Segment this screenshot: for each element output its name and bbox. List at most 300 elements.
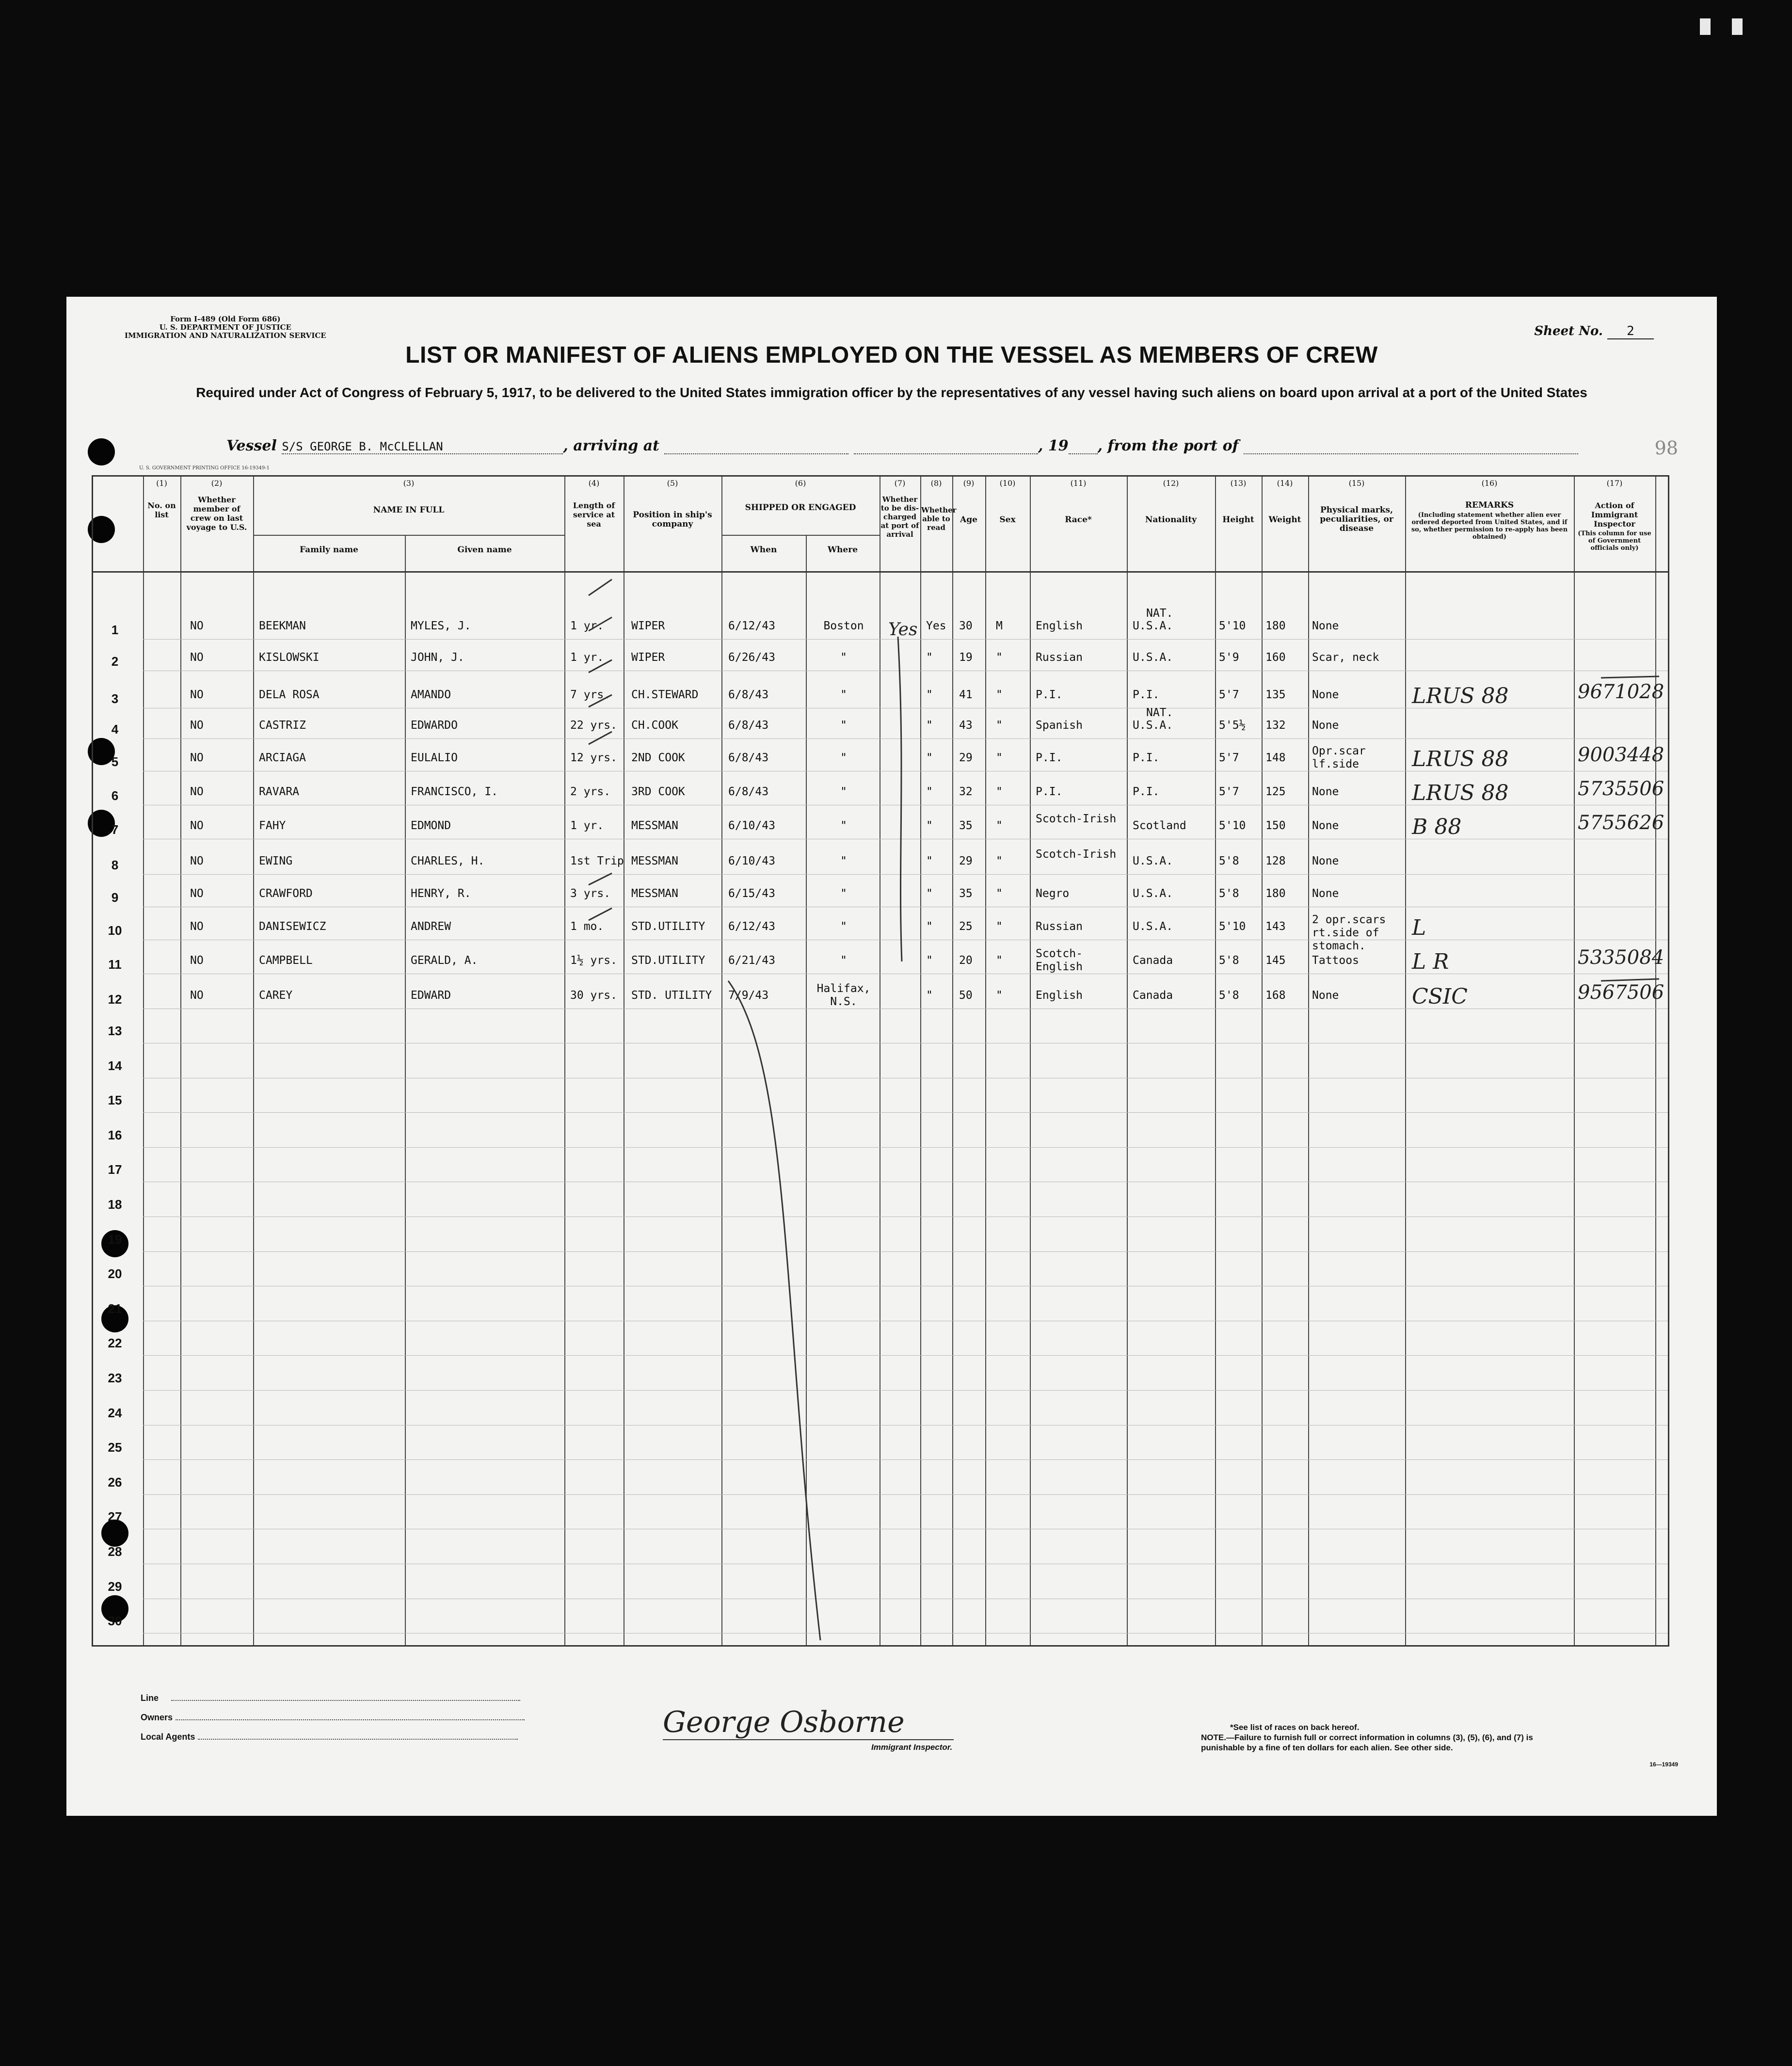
cell-sex: " (996, 819, 1003, 832)
cell-sex: " (996, 719, 1003, 732)
row-number: 1 (111, 623, 119, 637)
cell-read: " (926, 954, 933, 967)
col-header-weight: Weight (1268, 515, 1301, 525)
cell-read: " (926, 651, 933, 664)
cell-age: 30 (959, 620, 973, 632)
cell-race: Russian (1036, 920, 1083, 933)
cell-when: 6/8/43 (728, 719, 769, 732)
cell-sex: " (996, 855, 1003, 867)
cell-height: 5'9 (1219, 651, 1239, 664)
col-num: (16) (1481, 479, 1498, 488)
row-number: 15 (108, 1093, 122, 1108)
cell-height: 5'10 (1219, 920, 1246, 933)
cell-where: " (840, 855, 847, 867)
cell-given: JOHN, J. (411, 651, 464, 664)
row-number: 22 (108, 1336, 122, 1351)
agents-field: Local Agents (141, 1732, 518, 1742)
row-number: 26 (108, 1474, 122, 1489)
cell-service: 1½ yrs. (570, 954, 617, 967)
col-header-read: Whether able to read (921, 506, 957, 532)
cell-position: 3RD COOK (631, 785, 685, 798)
inspector-label: Immigrant Inspector. (871, 1743, 953, 1752)
sheet-number: Sheet No. 2 (1534, 324, 1654, 339)
cell-crew: NO (190, 954, 204, 967)
cell-race: P.I. (1036, 689, 1063, 701)
col-header-shipped: SHIPPED OR ENGAGED (745, 503, 856, 512)
cell-nationality: Scotland (1133, 819, 1186, 832)
cell-service: 12 yrs. (570, 752, 617, 764)
nationality-nat-mark: NAT. (1146, 706, 1173, 719)
inspector-signature: George Osborne (663, 1705, 905, 1739)
row-number: 7 (111, 822, 119, 837)
col-num: (4) (588, 479, 600, 488)
cell-sex: " (996, 651, 1003, 664)
col-header-where: Where (827, 545, 858, 555)
cell-sex: " (996, 785, 1003, 798)
cell-race: English (1036, 989, 1083, 1002)
cell-nationality: U.S.A. (1133, 855, 1173, 867)
cell-read: " (926, 719, 933, 732)
col-header-age: Age (960, 515, 977, 525)
vessel-field: S/S GEORGE B. McCLELLAN (282, 440, 563, 454)
action-handwritten: 9567506 (1578, 981, 1664, 1004)
cell-when: 6/10/43 (728, 819, 775, 832)
cell-family: RAVARA (259, 785, 300, 798)
col-num: (11) (1070, 479, 1087, 488)
cell-age: 19 (959, 651, 973, 664)
cell-where: " (840, 719, 847, 732)
strike-line (1601, 676, 1659, 678)
row-number: 14 (108, 1058, 122, 1073)
row-number: 13 (108, 1024, 122, 1038)
cell-marks: None (1312, 887, 1339, 900)
remark-handwritten: L R (1412, 949, 1449, 974)
row-number: 4 (111, 722, 119, 737)
ditto-stroke (728, 981, 820, 1640)
cell-service: 22 yrs. (570, 719, 617, 732)
owners-field: Owners (141, 1713, 525, 1723)
row-number: 18 (108, 1197, 122, 1212)
from-port-field (1244, 453, 1578, 454)
year-field (1069, 453, 1098, 454)
remark-handwritten: LRUS 88 (1412, 747, 1509, 771)
col-num: (7) (894, 479, 906, 488)
cell-given: MYLES, J. (411, 620, 471, 632)
cell-when: 6/8/43 (728, 689, 769, 701)
cell-race: Scotch-Irish (1036, 813, 1117, 825)
cell-sex: " (996, 954, 1003, 967)
cell-sex: M (996, 620, 1003, 632)
cell-nationality: P.I. (1133, 752, 1160, 764)
cell-sex: " (996, 989, 1003, 1002)
cell-marks: None (1312, 819, 1339, 832)
cell-where: " (840, 651, 847, 664)
cell-where: " (840, 752, 847, 764)
crew-table (92, 475, 1669, 1647)
col-header-discharge: Whether to be dis-charged at port of arrival (880, 495, 919, 539)
cell-marks: None (1312, 719, 1339, 732)
row-number: 30 (108, 1614, 122, 1629)
discharge-handwritten: Yes (888, 620, 918, 640)
cell-position: STD. UTILITY (631, 989, 712, 1002)
cell-nationality: U.S.A. (1133, 887, 1173, 900)
cell-read: " (926, 785, 933, 798)
action-handwritten: 5735506 (1578, 778, 1664, 800)
cell-height: 5'10 (1219, 819, 1246, 832)
cell-sex: " (996, 887, 1003, 900)
cell-crew: NO (190, 887, 204, 900)
row-number: 5 (111, 754, 119, 769)
col-header-name: NAME IN FULL (373, 505, 445, 515)
cell-given: AMANDO (411, 689, 451, 701)
nationality-nat-mark: NAT. (1146, 607, 1173, 620)
cell-nationality: U.S.A. (1133, 620, 1173, 632)
row-number: 25 (108, 1440, 122, 1455)
col-num: (1) (156, 479, 167, 488)
cell-age: 43 (959, 719, 973, 732)
cell-service: 1st Trip (570, 855, 624, 867)
cell-weight: 132 (1265, 719, 1286, 732)
col-num: (6) (795, 479, 806, 488)
cell-read: " (926, 920, 933, 933)
cell-weight: 148 (1265, 752, 1286, 764)
cell-age: 29 (959, 855, 973, 867)
row-number: 27 (108, 1509, 122, 1524)
cell-weight: 128 (1265, 855, 1286, 867)
cell-read: " (926, 989, 933, 1002)
cell-crew: NO (190, 620, 204, 632)
cell-given: EDWARD (411, 989, 451, 1002)
cell-marks: Tattoos (1312, 954, 1359, 967)
cell-race: P.I. (1036, 785, 1063, 798)
row-number: 17 (108, 1162, 122, 1177)
cell-crew: NO (190, 752, 204, 764)
col-num: (17) (1606, 479, 1623, 488)
col-header-nationality: Nationality (1145, 515, 1197, 525)
cell-height: 5'5½ (1219, 719, 1246, 732)
cell-race: Scotch-English (1036, 947, 1083, 973)
col-header-marks: Physical marks, peculiarities, or disease (1320, 505, 1393, 533)
check-mark (589, 660, 612, 673)
col-header-remarks-note: (Including statement whether alien ever ordered deported from United States, and if so, whether permission to re-apply has been obtained) (1411, 512, 1568, 541)
cell-weight: 180 (1265, 620, 1286, 632)
check-mark (589, 579, 612, 595)
cell-read: " (926, 819, 933, 832)
cell-height: 5'8 (1219, 989, 1239, 1002)
handwritten-strokes (93, 477, 1668, 1645)
row-number: 9 (111, 890, 119, 905)
cell-age: 41 (959, 689, 973, 701)
strike-line (1601, 979, 1659, 981)
cell-crew: NO (190, 785, 204, 798)
cell-service: 1 yr. (570, 651, 604, 664)
cell-where: " (840, 819, 847, 832)
cell-marks: Opr.scar lf.side (1312, 745, 1366, 770)
cell-marks: 2 opr.scars rt.side of stomach. (1312, 913, 1386, 952)
cell-family: ARCIAGA (259, 752, 306, 764)
cell-crew: NO (190, 920, 204, 933)
cell-race: Russian (1036, 651, 1083, 664)
cell-position: WIPER (631, 620, 665, 632)
cell-marks: None (1312, 855, 1339, 867)
col-header-family: Family name (299, 545, 359, 555)
remark-handwritten: B 88 (1412, 815, 1462, 839)
cell-given: FRANCISCO, I. (411, 785, 498, 798)
cell-sex: " (996, 689, 1003, 701)
cell-family: DELA ROSA (259, 689, 320, 701)
cell-family: CASTRIZ (259, 719, 306, 732)
cell-when: 6/21/43 (728, 954, 775, 967)
col-header-given: Given name (457, 545, 512, 555)
cell-when: 6/12/43 (728, 920, 775, 933)
cell-family: CAMPBELL (259, 954, 313, 967)
row-number: 28 (108, 1544, 122, 1559)
cell-read: " (926, 855, 933, 867)
cell-family: DANISEWICZ (259, 920, 326, 933)
col-header-sex: Sex (999, 515, 1016, 525)
cell-when: 6/8/43 (728, 785, 769, 798)
remark-handwritten: L (1412, 915, 1426, 940)
row-number: 23 (108, 1371, 122, 1385)
cell-nationality: U.S.A. (1133, 651, 1173, 664)
cell-marks: None (1312, 620, 1339, 632)
cell-given: EDWARDO (411, 719, 458, 732)
cell-family: FAHY (259, 819, 286, 832)
cell-service: 1 mo. (570, 920, 604, 933)
col-num: (13) (1230, 479, 1247, 488)
cell-nationality: U.S.A. (1133, 920, 1173, 933)
cell-crew: NO (190, 651, 204, 664)
action-handwritten: 5755626 (1578, 812, 1664, 834)
cell-nationality: U.S.A. (1133, 719, 1173, 732)
cell-weight: 180 (1265, 887, 1286, 900)
cell-race: P.I. (1036, 752, 1063, 764)
row-number: 29 (108, 1579, 122, 1594)
cell-position: STD.UTILITY (631, 954, 705, 967)
cell-nationality: P.I. (1133, 689, 1160, 701)
form-identifier: Form I-489 (Old Form 686) U. S. DEPARTMENT OF JUSTICE IMMIGRATION AND NATURALIZATION SERVICE (125, 315, 326, 340)
cell-when: 6/26/43 (728, 651, 775, 664)
cell-given: ANDREW (411, 920, 451, 933)
cell-age: 25 (959, 920, 973, 933)
cell-height: 5'7 (1219, 785, 1239, 798)
row-number: 10 (108, 923, 122, 938)
cell-race: Scotch-Irish (1036, 848, 1117, 861)
cell-position: WIPER (631, 651, 665, 664)
film-edge-tab (1700, 18, 1711, 35)
cell-nationality: Canada (1133, 989, 1173, 1002)
col-num: (12) (1163, 479, 1179, 488)
col-num: (3) (403, 479, 415, 488)
row-number: 12 (108, 992, 122, 1007)
cell-when: 6/12/43 (728, 620, 775, 632)
cell-sex: " (996, 752, 1003, 764)
cell-position: MESSMAN (631, 819, 678, 832)
cell-position: MESSMAN (631, 887, 678, 900)
cell-age: 50 (959, 989, 973, 1002)
cell-position: STD.UTILITY (631, 920, 705, 933)
cell-weight: 125 (1265, 785, 1286, 798)
cell-given: HENRY, R. (411, 887, 471, 900)
cell-where: " (840, 785, 847, 798)
action-handwritten: 9671028 (1578, 681, 1664, 703)
cell-nationality: P.I. (1133, 785, 1160, 798)
row-number: 20 (108, 1266, 122, 1281)
cell-where: " (840, 689, 847, 701)
line-field: Line (141, 1693, 520, 1703)
cell-weight: 143 (1265, 920, 1286, 933)
col-num: (9) (963, 479, 975, 488)
col-header-crew: Whether member of crew on last voyage to U.S. (186, 495, 247, 532)
cell-height: 5'7 (1219, 752, 1239, 764)
cell-crew: NO (190, 855, 204, 867)
cell-age: 35 (959, 819, 973, 832)
cell-family: BEEKMAN (259, 620, 306, 632)
cell-race: English (1036, 620, 1083, 632)
row-number: 2 (111, 654, 119, 669)
action-handwritten: 9003448 (1578, 744, 1664, 766)
col-header-action: Action of Immigrant Inspector (1591, 501, 1638, 529)
col-num: (15) (1348, 479, 1365, 488)
cell-where: Halifax, N.S. (816, 982, 871, 1008)
row-number: 3 (111, 691, 119, 706)
footnote: *See list of races on back hereof. NOTE.—Failure to furnish full or correct information in columns (3), (5), (6), and (7) is punishable by a fine of ten dollars for each alien. See other side. (1201, 1723, 1533, 1752)
cell-weight: 135 (1265, 689, 1286, 701)
vessel-line: Vessel S/S GEORGE B. McCLELLAN , arriving at , 19 , from the port of (226, 437, 1576, 457)
cell-age: 35 (959, 887, 973, 900)
cell-height: 5'8 (1219, 887, 1239, 900)
row-number: 21 (108, 1301, 122, 1316)
page-title: LIST OR MANIFEST OF ALIENS EMPLOYED ON THE VESSEL AS MEMBERS OF CREW (405, 342, 1378, 368)
cell-read: " (926, 752, 933, 764)
col-header-service: Length of service at sea (573, 501, 615, 529)
row-number: 11 (108, 957, 122, 972)
check-mark (589, 873, 612, 885)
cell-marks: None (1312, 989, 1339, 1002)
cell-read: Yes (926, 620, 946, 632)
cell-family: EWING (259, 855, 293, 867)
cell-height: 5'7 (1219, 689, 1239, 701)
cell-crew: NO (190, 689, 204, 701)
cell-service: 2 yrs. (570, 785, 611, 798)
cell-weight: 168 (1265, 989, 1286, 1002)
cell-family: KISLOWSKI (259, 651, 320, 664)
cell-weight: 150 (1265, 819, 1286, 832)
row-number: 16 (108, 1127, 122, 1142)
cell-marks: None (1312, 689, 1339, 701)
cell-age: 20 (959, 954, 973, 967)
cell-given: EDMOND (411, 819, 451, 832)
cell-position: CH.COOK (631, 719, 678, 732)
cell-where: " (840, 920, 847, 933)
cell-nationality: Canada (1133, 954, 1173, 967)
remark-handwritten: LRUS 88 (1412, 781, 1509, 805)
check-mark (589, 732, 612, 744)
cell-given: GERALD, A. (411, 954, 478, 967)
film-edge-tab (1732, 18, 1743, 35)
form-code: 16—19349 (1649, 1761, 1678, 1768)
col-num: (8) (930, 479, 942, 488)
cell-service: 1 yr. (570, 819, 604, 832)
col-num: (5) (667, 479, 678, 488)
cell-weight: 145 (1265, 954, 1286, 967)
cell-given: CHARLES, H. (411, 855, 485, 867)
cell-height: 5'10 (1219, 620, 1246, 632)
action-handwritten: 5335084 (1578, 946, 1664, 969)
cell-race: Negro (1036, 887, 1070, 900)
cell-height: 5'8 (1219, 954, 1239, 967)
cell-when: 6/10/43 (728, 855, 775, 867)
cell-age: 32 (959, 785, 973, 798)
cell-weight: 160 (1265, 651, 1286, 664)
col-num: (2) (211, 479, 223, 488)
col-header-no: No. on list (147, 501, 176, 519)
remark-handwritten: CSIC (1412, 984, 1468, 1009)
discharge-ditto-stroke (898, 637, 902, 961)
cell-read: " (926, 689, 933, 701)
col-header-remarks: REMARKS (1465, 500, 1514, 510)
cell-when: 7/9/43 (728, 989, 769, 1002)
cell-where: " (840, 954, 847, 967)
cell-given: EULALIO (411, 752, 458, 764)
col-header-race: Race* (1065, 515, 1092, 525)
col-num: (10) (999, 479, 1016, 488)
cell-marks: None (1312, 785, 1339, 798)
manifest-sheet (66, 297, 1717, 1816)
punch-hole (88, 438, 115, 465)
check-mark (589, 695, 612, 707)
check-mark (589, 617, 612, 631)
row-number: 24 (108, 1405, 122, 1420)
cell-where: " (840, 887, 847, 900)
cell-position: 2ND COOK (631, 752, 685, 764)
cell-when: 6/15/43 (728, 887, 775, 900)
date-field (854, 453, 1038, 454)
col-header-when: When (750, 545, 777, 555)
row-number: 8 (111, 858, 119, 872)
cell-crew: NO (190, 819, 204, 832)
arriving-field (664, 453, 848, 454)
cell-marks: Scar, neck (1312, 651, 1379, 664)
cell-age: 29 (959, 752, 973, 764)
cell-position: CH.STEWARD (631, 689, 699, 701)
check-mark (589, 908, 612, 920)
page-subtitle: Required under Act of Congress of February 5, 1917, to be delivered to the United States immigration officer by the representatives of any vessel having such aliens on board upon arrival at a port of the United States (196, 385, 1587, 400)
cell-service: 1 yr. (570, 620, 604, 632)
col-header-height: Height (1222, 515, 1254, 525)
printer-imprint: U. S. GOVERNMENT PRINTING OFFICE 16-19349-1 (139, 465, 270, 471)
cell-service: 30 yrs. (570, 989, 617, 1002)
page-number: 98 (1654, 437, 1678, 459)
cell-race: Spanish (1036, 719, 1083, 732)
cell-sex: " (996, 920, 1003, 933)
cell-read: " (926, 887, 933, 900)
col-num: (14) (1277, 479, 1293, 488)
cell-family: CRAWFORD (259, 887, 313, 900)
cell-service: 3 yrs. (570, 887, 611, 900)
row-number: 19 (108, 1232, 122, 1247)
cell-when: 6/8/43 (728, 752, 769, 764)
cell-crew: NO (190, 989, 204, 1002)
cell-crew: NO (190, 719, 204, 732)
cell-where: Boston (823, 620, 864, 632)
col-header-position: Position in ship's company (633, 510, 712, 529)
cell-family: CAREY (259, 989, 293, 1002)
col-header-action-note: (This column for use of Government officials only) (1578, 530, 1651, 552)
cell-service: 7 yrs. (570, 689, 611, 701)
cell-height: 5'8 (1219, 855, 1239, 867)
cell-position: MESSMAN (631, 855, 678, 867)
